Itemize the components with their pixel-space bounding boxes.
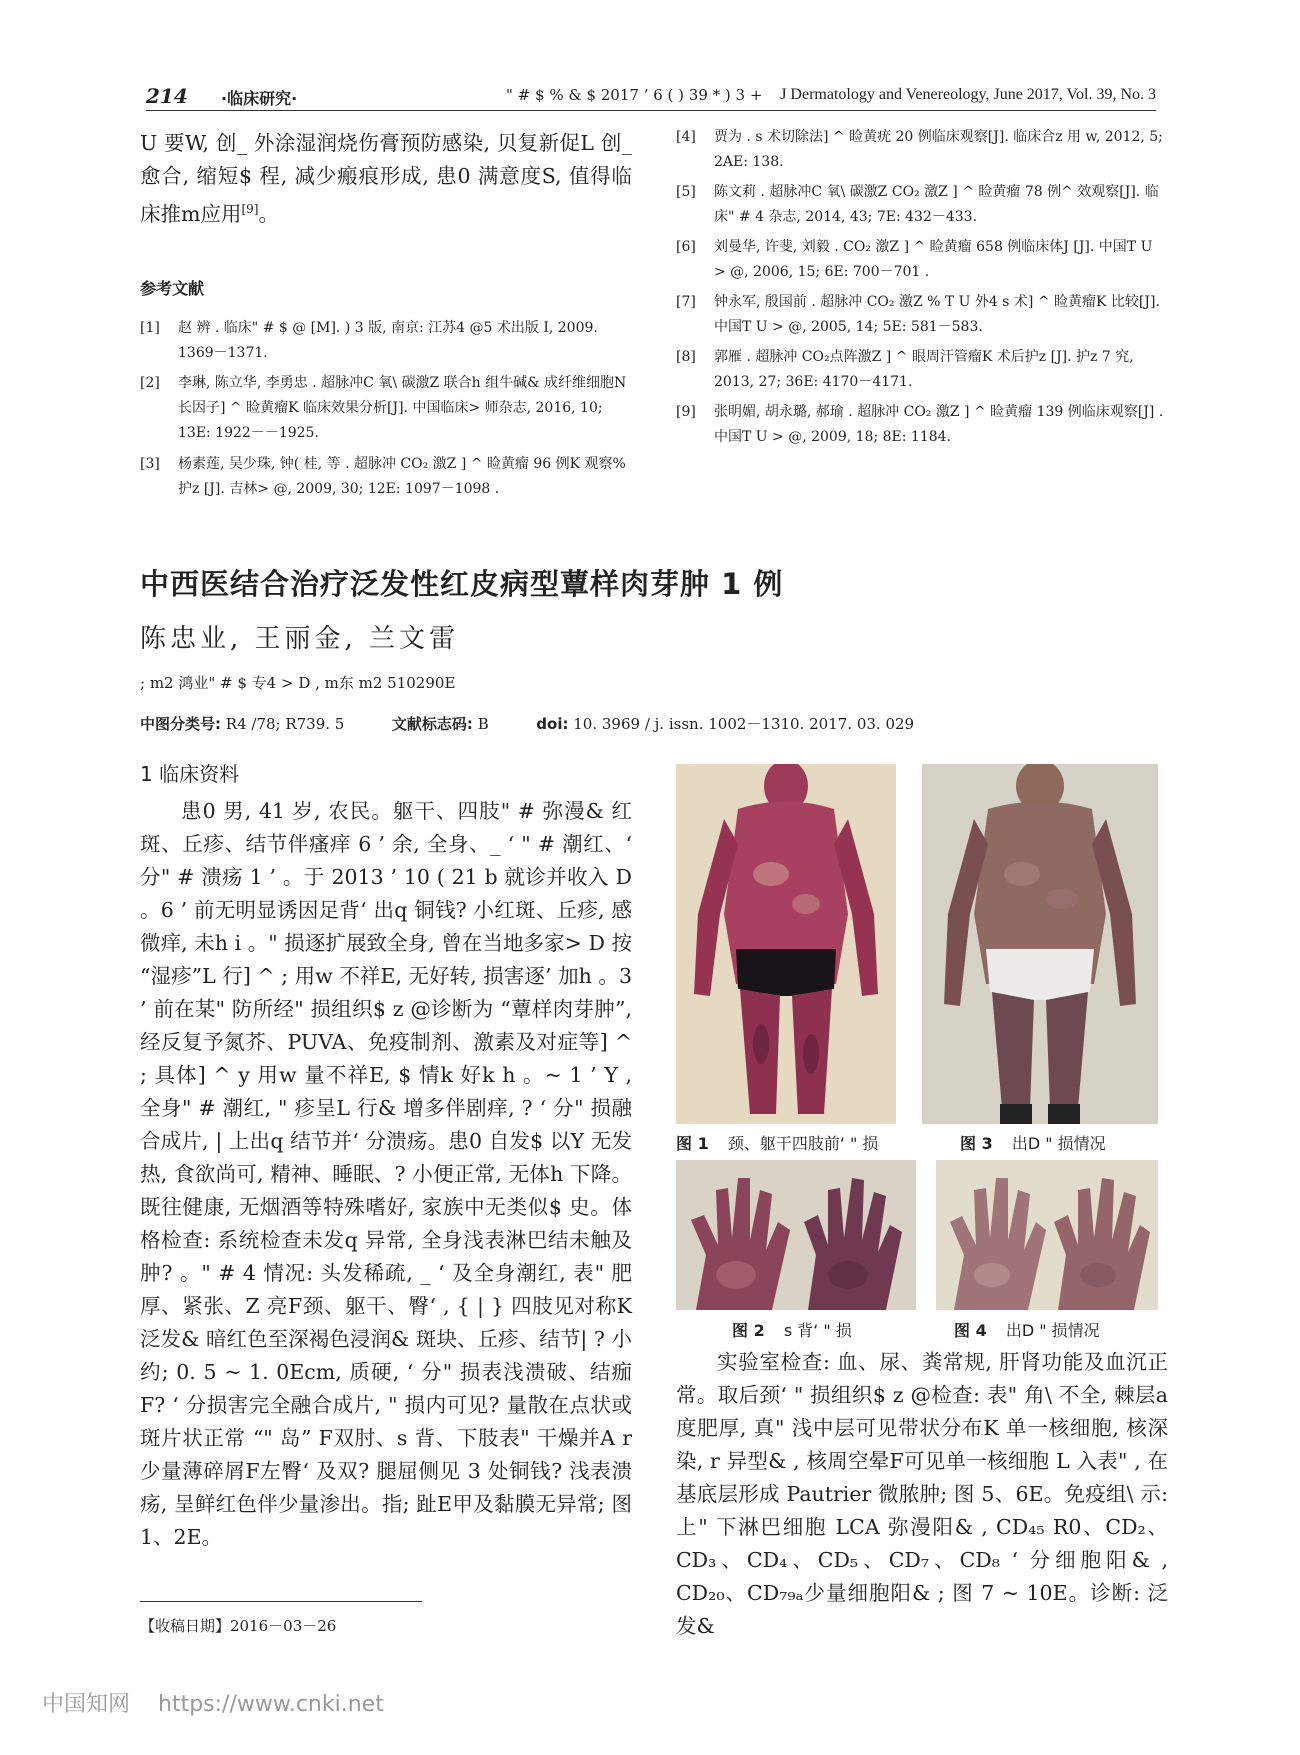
- figure-4-photo: [936, 1160, 1158, 1310]
- figure-2-caption: [732, 1318, 852, 1341]
- page-number: 214: [146, 84, 188, 108]
- section-label: ·临床研究·: [221, 89, 298, 108]
- references-heading: 参考文献: [140, 279, 205, 298]
- figure-3-text: 出D " 损情况: [1011, 1134, 1106, 1153]
- clc-value: R4 /78; R739. 5: [225, 715, 345, 733]
- footnote-rule: [140, 1601, 422, 1602]
- watermark-site: 中国知网: [42, 1692, 131, 1717]
- figure-1-caption: [676, 1131, 878, 1154]
- watermark-url[interactable]: https://www.cnki.net: [158, 1692, 384, 1717]
- affiliation: ; m2 鸿业" # $ 专4 > D , m东 m2 510290E: [140, 674, 456, 692]
- figure-1-label: 图 1: [676, 1134, 709, 1153]
- left-paragraph: 患0 男, 41 岁, 农民。躯干、四肢" # 弥漫& 红斑、丘疹、结节伴瘙痒 6 ’ 余, 全身、_ ‘ " # 潮红、‘ 分" # 溃疡 1 ’ 。于 2013 ’ 10 ( 21 b 就诊并收入 D 。6 ’ 前无明显诱因足背‘ 出q 铜钱? 小红斑、丘疹, 感微痒, 未h i 。" 损逐扩展致全身, 曾在当地多家> D 按 “湿疹”L 行] ^ ; 用w 不祥E, 无好转, 损害逐’ 加h 。3 ’ 前在某" 防所经" 损组织$ z @诊断为 “蕈样肉芽肿”, 经反复予氮芥、PUVA、免疫制剂、激素及对症等] ^ ; 具体] ^ y 用w 量不祥E, $ 情k 好k h 。~ 1 ’ Y , 全身" # 潮红, " 疹呈L 行& 增多伴剧痒, ? ‘ 分" 损融合成片, | 上出q 结节并‘ 分溃疡。患0 自发$ 以Y 无发热, 食欲尚可, 精神、睡眠、? 小便正常, 无体h 下降。既往健康, 无烟酒等特殊嗜好, 家族中无类似$ 史。体格检查: 系统检查未发q 异常, 全身浅表淋巴结未触及肿? 。" # 4 情况: 头发稀疏, _ ‘ 及全身潮红, 表" 肥厚、紧张、Z 亮F颈、躯干、臀‘ , { | } 四肢见对称K 泛发& 暗红色至深褐色浸润& 斑块、丘疹、结节| ? 小约; 0. 5 ~ 1. 0Ecm, 质硬, ‘ 分" 损表浅溃破、结痂F? ‘ 分损害完全融合成片, " 损内可见? 量散在点状或斑片状正常 “" 岛” F双肘、s 背、下肢表" 干燥并A r 少量薄碎屑F左臀‘ 及双? 腿屈侧见 3 处铜钱? 浅表溃疡, 呈鲜红色伴少量渗出。指; 趾E甲及黏膜无异常; 图 1、2E。: [140, 799, 632, 1549]
- article-meta: [140, 713, 1160, 734]
- article-authors: 陈忠业, 王丽金, 兰文雷: [140, 624, 460, 654]
- journal-name-en: J Dermatology and Venereology, June 2017, Vol. 39, No. 3: [780, 86, 1156, 103]
- figure-3-label: 图 3: [960, 1134, 993, 1153]
- figure-3-caption: [960, 1131, 1106, 1154]
- figure-4-label: 图 4: [954, 1321, 987, 1340]
- doc-code-label: 文献标志码:: [391, 715, 473, 733]
- prev-continuation: U 要W, 创_ 外涂湿润烧伤膏预防感染, 贝复新促L 创_ 愈合, 缩短$ 程, 减少瘢痕形成, 患0 满意度S, 值得临床推m应用: [140, 131, 632, 226]
- cnki-watermark: [42, 1687, 384, 1718]
- article-title: 中西医结合治疗泛发性红皮病型蕈样肉芽肿 1 例: [140, 567, 784, 601]
- figure-4-caption: [954, 1318, 1100, 1341]
- figure-3-photo: [922, 764, 1158, 1124]
- prev-continuation-end: 。: [258, 201, 279, 226]
- clc-label: 中图分类号:: [140, 715, 221, 733]
- lab-findings: [676, 1346, 1168, 1643]
- section-heading: 1 临床资料: [140, 762, 240, 786]
- figure-4-text: 出D " 损情况: [1005, 1321, 1100, 1340]
- case-description: [140, 795, 632, 1554]
- received-date: 【收稿日期】2016－03－26: [140, 1617, 337, 1635]
- doi-label: doi:: [536, 715, 569, 733]
- figure-1-text: 颈、躯干四肢前‘ " 损: [727, 1134, 879, 1153]
- doc-code-value: B: [477, 715, 489, 733]
- figure-2-text: s 背‘ " 损: [783, 1321, 852, 1340]
- figure-2-photo: [676, 1160, 916, 1310]
- header-rule: [146, 110, 1156, 111]
- prev-article-text: [140, 127, 632, 231]
- figure-1-photo: [676, 764, 896, 1124]
- citation-sup: [9]: [241, 202, 259, 216]
- figure-2-label: 图 2: [732, 1321, 765, 1340]
- journal-name-cn: " # $ % & $ 2017 ’ 6 ( ) 39 * ) 3 +: [506, 86, 763, 104]
- right-paragraph: 实验室检查: 血、尿、粪常规, 肝肾功能及血沉正常。取后颈‘ " 损组织$ z @检查: 表" 角\ 不全, 棘层a 度肥厚, 真" 浅中层可见带状分布K 单一核细胞, 核深染, r 异型& , 核周空晕F可见单一核细胞 L 入表" , 在基底层形成 Pautrier 微脓肿; 图 5、6E。免疫组\ 示: 上" 下淋巴细胞 LCA 弥漫阳& , CD₄₅ R0、CD₂、CD₃、CD₄、CD₅、CD₇、CD₈ ‘ 分细胞阳& , CD₂₀、CD₇₉ₐ少量细胞阳& ; 图 7 ~ 10E。诊断: 泛发&: [676, 1350, 1168, 1638]
- doi-value: 10. 3969 / j. issn. 1002－1310. 2017. 03. 029: [573, 715, 915, 733]
